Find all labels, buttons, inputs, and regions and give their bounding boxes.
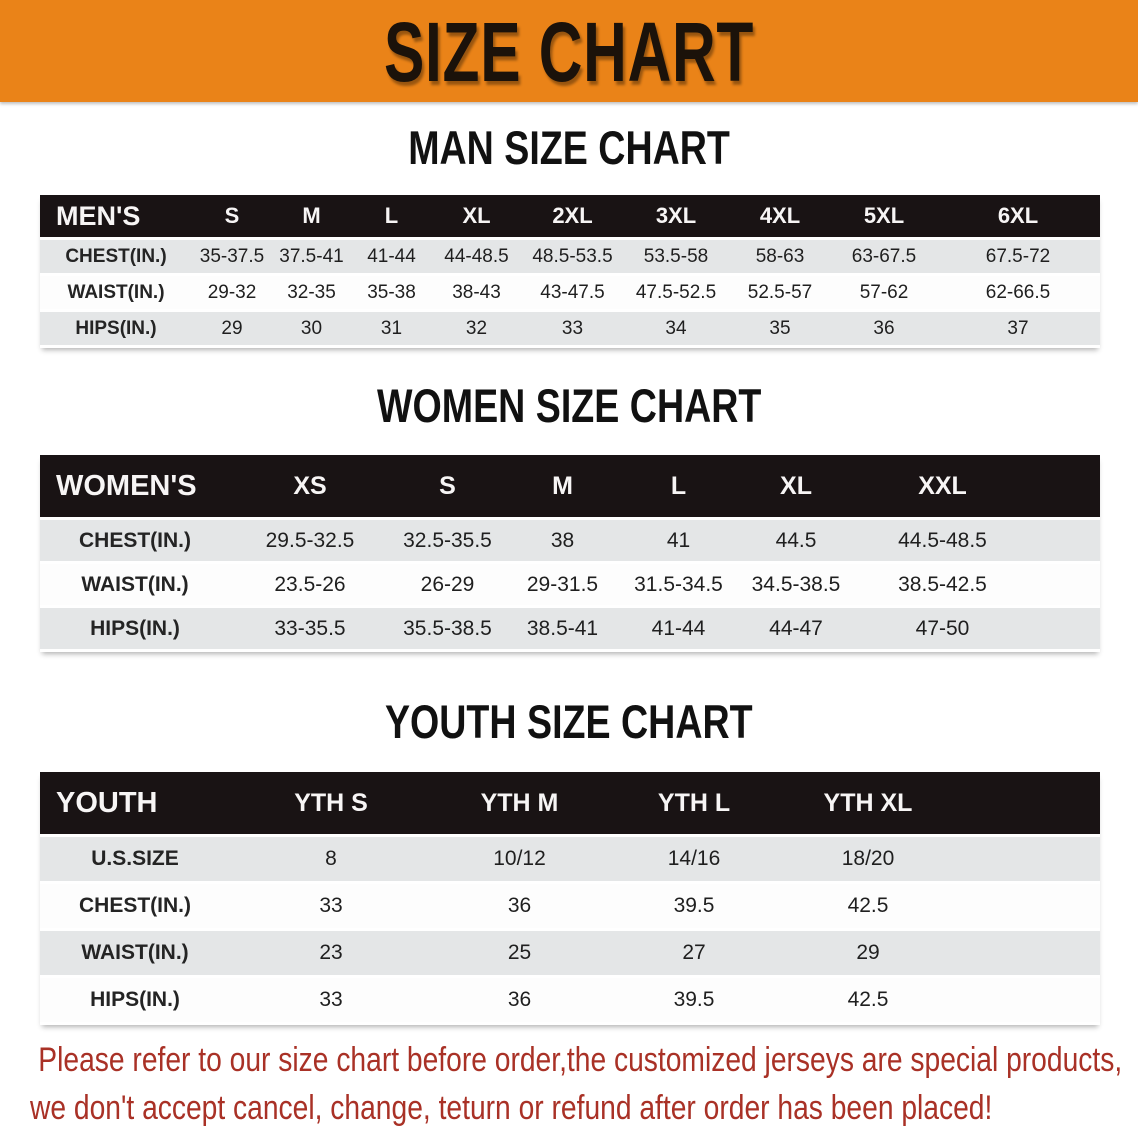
column-header: M — [505, 455, 620, 519]
size-value: 29-31.5 — [505, 563, 620, 607]
size-value: 27 — [607, 930, 781, 977]
size-value: 36 — [832, 311, 936, 347]
size-value: 38.5-41 — [505, 607, 620, 651]
men-size-table — [40, 195, 1100, 348]
women-section-heading — [0, 376, 1138, 434]
size-value: 35.5-38.5 — [390, 607, 505, 651]
youth-chest-row — [40, 883, 1100, 930]
spacer-cell — [1030, 563, 1100, 607]
size-value: 47-50 — [855, 607, 1030, 651]
spacer-cell — [955, 836, 1100, 883]
size-value: 10/12 — [432, 836, 607, 883]
column-header: YTH L — [607, 772, 781, 836]
size-value: 43-47.5 — [521, 275, 624, 311]
size-value: 33-35.5 — [230, 607, 390, 651]
size-value: 37.5-41 — [272, 239, 351, 275]
spacer-cell — [955, 772, 1100, 836]
size-value: 31 — [351, 311, 432, 347]
size-value: 41 — [620, 519, 737, 563]
row-label: U.S.SIZE — [40, 836, 230, 883]
size-value: 38-43 — [432, 275, 521, 311]
size-value: 23 — [230, 930, 432, 977]
size-value: 38 — [505, 519, 620, 563]
size-value: 25 — [432, 930, 607, 977]
women-chest-row — [40, 519, 1100, 563]
size-value: 44-47 — [737, 607, 855, 651]
column-header: S — [390, 455, 505, 519]
size-value: 32-35 — [272, 275, 351, 311]
size-value: 53.5-58 — [624, 239, 728, 275]
column-header: 6XL — [936, 195, 1100, 239]
size-value: 39.5 — [607, 977, 781, 1024]
size-value: 67.5-72 — [936, 239, 1100, 275]
men-table-corner-label: MEN'S — [40, 195, 192, 239]
size-value: 52.5-57 — [728, 275, 832, 311]
youth-hips-row — [40, 977, 1100, 1024]
spacer-cell — [1030, 455, 1100, 519]
youth-size-table — [40, 772, 1100, 1025]
row-label: CHEST(IN.) — [40, 883, 230, 930]
column-header: YTH S — [230, 772, 432, 836]
column-header: YTH XL — [781, 772, 955, 836]
column-header: M — [272, 195, 351, 239]
size-value: 8 — [230, 836, 432, 883]
row-label: HIPS(IN.) — [40, 311, 192, 347]
youth-waist-row — [40, 930, 1100, 977]
size-value: 44.5-48.5 — [855, 519, 1030, 563]
size-value: 44.5 — [737, 519, 855, 563]
column-header: S — [192, 195, 272, 239]
size-value: 29 — [781, 930, 955, 977]
column-header: XXL — [855, 455, 1030, 519]
size-value: 34 — [624, 311, 728, 347]
spacer-cell — [955, 930, 1100, 977]
size-value: 57-62 — [832, 275, 936, 311]
column-header: 3XL — [624, 195, 728, 239]
row-label: WAIST(IN.) — [40, 563, 230, 607]
size-value: 33 — [521, 311, 624, 347]
spacer-cell — [955, 977, 1100, 1024]
column-header: L — [351, 195, 432, 239]
column-header: XL — [432, 195, 521, 239]
size-value: 37 — [936, 311, 1100, 347]
banner-title: SIZE CHART — [383, 5, 755, 99]
size-value: 34.5-38.5 — [737, 563, 855, 607]
row-label: WAIST(IN.) — [40, 275, 192, 311]
column-header: 2XL — [521, 195, 624, 239]
size-chart-banner — [0, 0, 1138, 102]
men-chest-row — [40, 239, 1100, 275]
column-header: YTH M — [432, 772, 607, 836]
women-table-header-row — [40, 455, 1100, 519]
size-value: 35 — [728, 311, 832, 347]
youth-ussize-row — [40, 836, 1100, 883]
row-label: HIPS(IN.) — [40, 607, 230, 651]
size-value: 29-32 — [192, 275, 272, 311]
size-value: 29.5-32.5 — [230, 519, 390, 563]
size-value: 39.5 — [607, 883, 781, 930]
size-value: 35-37.5 — [192, 239, 272, 275]
column-header: 5XL — [832, 195, 936, 239]
size-value: 48.5-53.5 — [521, 239, 624, 275]
youth-table-header-row — [40, 772, 1100, 836]
size-value: 58-63 — [728, 239, 832, 275]
men-table-header-row — [40, 195, 1100, 239]
men-section-heading — [0, 118, 1138, 176]
women-hips-row — [40, 607, 1100, 651]
note-line-1: Please refer to our size chart before order,the customized jerseys are special products, — [38, 1041, 1123, 1079]
men-waist-row — [40, 275, 1100, 311]
column-header: XL — [737, 455, 855, 519]
size-value: 38.5-42.5 — [855, 563, 1030, 607]
youth-heading-text: YOUTH SIZE CHART — [385, 694, 753, 748]
size-value: 26-29 — [390, 563, 505, 607]
row-label: WAIST(IN.) — [40, 930, 230, 977]
column-header: 4XL — [728, 195, 832, 239]
row-label: CHEST(IN.) — [40, 519, 230, 563]
row-label: CHEST(IN.) — [40, 239, 192, 275]
size-value: 47.5-52.5 — [624, 275, 728, 311]
youth-table-corner-label: YOUTH — [40, 772, 230, 836]
men-hips-row — [40, 311, 1100, 347]
size-value: 44-48.5 — [432, 239, 521, 275]
size-value: 33 — [230, 883, 432, 930]
spacer-cell — [1030, 607, 1100, 651]
size-value: 32.5-35.5 — [390, 519, 505, 563]
size-value: 42.5 — [781, 977, 955, 1024]
youth-section-heading — [0, 692, 1138, 750]
women-table-corner-label: WOMEN'S — [40, 455, 230, 519]
spacer-cell — [955, 883, 1100, 930]
size-value: 30 — [272, 311, 351, 347]
column-header: L — [620, 455, 737, 519]
size-value: 31.5-34.5 — [620, 563, 737, 607]
size-value: 41-44 — [351, 239, 432, 275]
men-heading-text: MAN SIZE CHART — [408, 120, 730, 174]
disclaimer-note — [30, 1036, 1130, 1132]
size-value: 35-38 — [351, 275, 432, 311]
note-line-2: we don't accept cancel, change, teturn or refund after order has been placed! — [30, 1089, 993, 1127]
women-heading-text: WOMEN SIZE CHART — [376, 378, 762, 432]
size-value: 41-44 — [620, 607, 737, 651]
size-value: 42.5 — [781, 883, 955, 930]
size-value: 36 — [432, 883, 607, 930]
size-value: 32 — [432, 311, 521, 347]
size-value: 29 — [192, 311, 272, 347]
row-label: HIPS(IN.) — [40, 977, 230, 1024]
size-value: 14/16 — [607, 836, 781, 883]
column-header: XS — [230, 455, 390, 519]
size-value: 33 — [230, 977, 432, 1024]
size-value: 23.5-26 — [230, 563, 390, 607]
women-waist-row — [40, 563, 1100, 607]
size-value: 18/20 — [781, 836, 955, 883]
women-size-table — [40, 455, 1100, 652]
size-value: 62-66.5 — [936, 275, 1100, 311]
spacer-cell — [1030, 519, 1100, 563]
size-value: 63-67.5 — [832, 239, 936, 275]
size-value: 36 — [432, 977, 607, 1024]
